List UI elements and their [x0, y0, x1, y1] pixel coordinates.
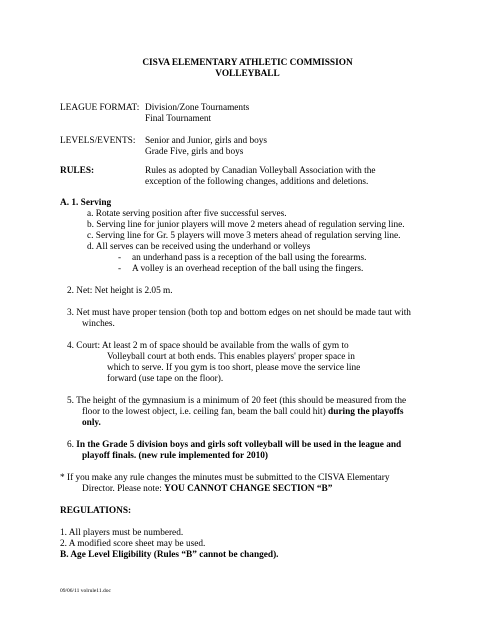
document-footer: 09/06/11 volrule11.doc [60, 588, 111, 594]
serving-item-b: b. Serving line for junior players will move 2 meters ahead of regulation serving line. [87, 220, 405, 230]
note-line1: * If you make any rule changes the minutes must be submitted to the CISVA Elementary [60, 473, 390, 483]
rules-line2: exception of the following changes, additions and deletions. [145, 177, 369, 187]
serving-bullet-1-text: an underhand pass is a reception of the ball using the forearms. [132, 253, 367, 263]
bullet-dash: - [118, 253, 122, 263]
grade5-ball-text: In the Grade 5 division boys and girls soft volleyball will be used in the league and [76, 440, 402, 450]
serving-item-a: a. Rotate serving position after five successful serves. [87, 209, 287, 219]
regulation-item-1: 1. All players must be numbered. [60, 528, 184, 538]
serving-item-c: c. Serving line for Gr. 5 players will move 3 meters ahead of regulation serving line. [87, 231, 401, 241]
grade5-ball-line1 [67, 440, 401, 451]
serving-bullet-2-text: A volley is an overhead reception of the ball using the fingers. [132, 264, 364, 274]
serving-item-d: d. All serves can be received using the underhand or volleys [87, 242, 311, 252]
document-title: CISVA ELEMENTARY ATHLETIC COMMISSION [142, 58, 353, 68]
serving-bullet-1 [118, 253, 366, 264]
gym-height-line3: only. [82, 418, 101, 428]
document-subtitle: VOLLEYBALL [215, 69, 280, 79]
net-height-rule: 2. Net: Net height is 2.05 m. [67, 286, 173, 296]
net-tension-line2: winches. [82, 319, 115, 329]
gym-height-emphasis: during the playoffs [328, 407, 404, 417]
court-line1: 4. Court: At least 2 m of space should be available from the walls of gym to [67, 341, 349, 351]
regulation-item-2: 2. A modified score sheet may be used. [60, 539, 206, 549]
regulation-item-b: B. Age Level Eligibility (Rules “B” cannot be changed). [60, 550, 279, 560]
levels-events-label: LEVELS/EVENTS: [60, 136, 136, 146]
league-format-label: LEAGUE FORMAT: [60, 103, 140, 113]
rules-label: RULES: [60, 166, 95, 176]
bullet-dash: - [118, 264, 122, 274]
note-line2-text: Director. Please note: [82, 484, 165, 494]
league-format-line2: Final Tournament [145, 114, 212, 124]
league-format-line1: Division/Zone Tournaments [145, 103, 250, 113]
levels-events-line2: Grade Five, girls and boys [145, 147, 244, 157]
note-emphasis: YOU CANNOT CHANGE SECTION “B” [164, 484, 333, 494]
note-line2 [82, 484, 332, 495]
levels-events-line1: Senior and Junior, girls and boys [145, 136, 268, 146]
court-line4: forward (use tape on the floor). [107, 374, 224, 384]
court-line3: which to serve. If you gym is too short, please move the service line [107, 363, 361, 373]
regulations-heading: REGULATIONS: [60, 506, 132, 516]
rules-line1: Rules as adopted by Canadian Volleyball Association with the [145, 166, 376, 176]
grade5-ball-number: 6. [67, 440, 77, 450]
serving-bullet-2 [118, 264, 363, 275]
gym-height-line2-text: floor to the lowest object, i.e. ceiling fan, beam the ball could hit) [82, 407, 329, 417]
court-line2: Volleyball court at both ends. This enables players' proper space in [107, 352, 355, 362]
serving-heading: A. 1. Serving [60, 198, 112, 208]
gym-height-line2 [82, 407, 403, 418]
grade5-ball-line2: playoff finals. (new rule implemented for 2010) [82, 451, 269, 461]
gym-height-line1: 5. The height of the gymnasium is a minimum of 20 feet (this should be measured from the [67, 396, 407, 406]
net-tension-line1: 3. Net must have proper tension (both top and bottom edges on net should be made taut with [67, 308, 411, 318]
